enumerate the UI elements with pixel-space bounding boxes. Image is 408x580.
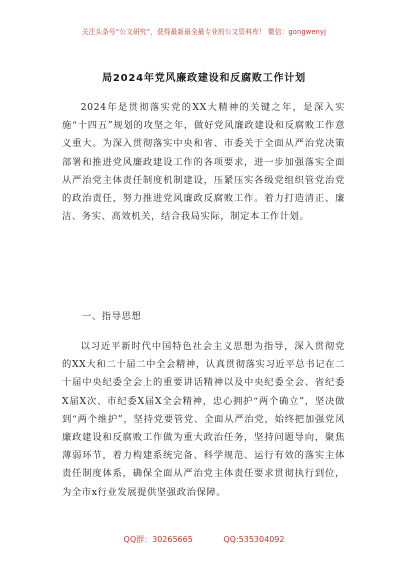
footer-contacts	[0, 534, 408, 545]
intro-paragraph: 2024年是贯彻落实党的XX大精神的关键之年，是深入实施“十四五”规划的攻坚之年，做好党风廉政建设和反腐败工作意义重大。为深入贯彻落实中央和省、市委关于全面从严治党决策部署和推进党风廉政建设工作的各项要求，进一步加强落实全面从严治党主体责任制度机制建设，压紧压实各级党组织管党治党的政治责任，努力推进党风廉政反腐败工作。着力打造清正、廉洁、务实、高效机关，结合我局实际，制定本工作计划。	[62, 102, 345, 223]
footer-qq-group: QQ群：30265665	[123, 535, 193, 544]
header-banner: 关注头条号“公文研究”，获得最新最全最专业的公文资料库！ 微信：gongwenyj	[81, 28, 327, 36]
guiding-ideology-paragraph: 以习近平新时代中国特色社会主义思想为指导，深入贯彻党的XX大和二十届二中全会精神，认真贯彻落实习近平总书记在二十届中央纪委全会上的重要讲话精神以及中央纪委全会、省纪委X届X次、市纪委X届X全会精神，忠心拥护“两个确立”，坚决做到“两个维护”，坚持党要管党、全面从严治党，始终把加强党风廉政建设和反腐败工作做为重大政治任务，坚持问题导向，聚焦薄弱环节，着力构建系统完备、科学规范、运行有效的落实主体责任制度体系，确保全面从严治党主体责任要求贯彻执行到位，为全市x行业发展提供坚强政治保障。	[62, 341, 345, 498]
footer-qq-contact: QQ:535304092	[223, 535, 285, 544]
section-heading-guiding-ideology: 一、指导思想	[82, 311, 142, 322]
document-title: 局2024年党风廉政建设和反腐败工作计划	[102, 73, 306, 84]
